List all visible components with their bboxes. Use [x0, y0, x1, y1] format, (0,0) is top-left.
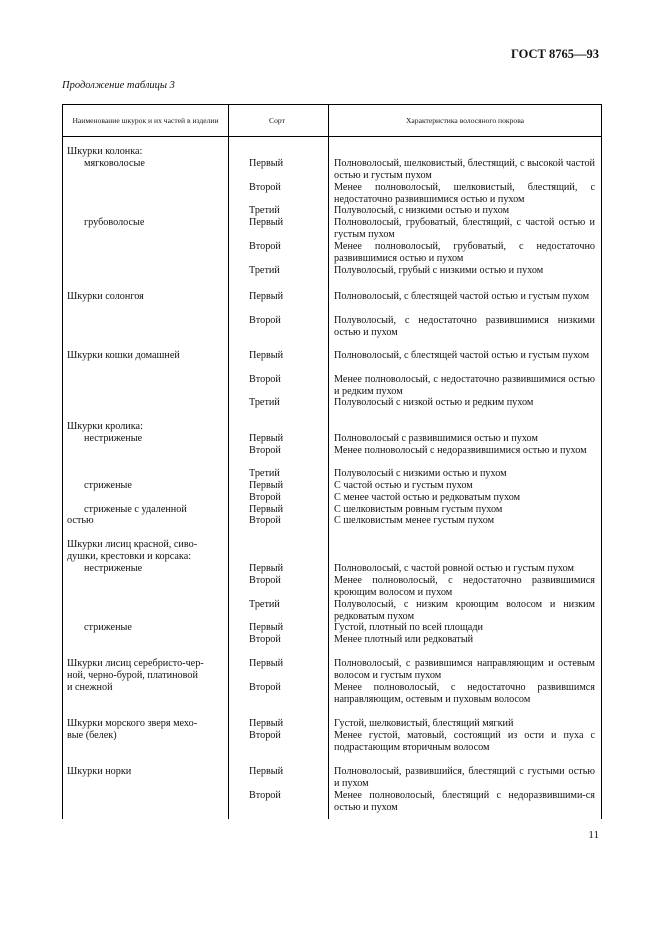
description-cell: Полноволосый, с блестящей частой остью и густым пухом	[334, 291, 590, 302]
description-cell: Густой, плотный по всей площади	[334, 622, 483, 633]
description-cell: Менее полноволосый, с недостаточно развившимися кроющим волосом и пухом	[334, 575, 595, 598]
item-subname: мягковолосые	[84, 158, 145, 169]
description-cell: Полуволосый с низкими остью и пухом	[334, 468, 507, 479]
description-cell: Полуволосый с низкой остью и редким пухом	[334, 397, 534, 408]
table-continuation-caption: Продолжение таблицы 3	[62, 80, 175, 91]
item-name: Шкурки колонка:	[67, 146, 143, 157]
grade-cell: Второй	[249, 790, 281, 801]
description-cell: С менее частой остью и редковатым пухом	[334, 492, 521, 503]
item-subname: нестриженые	[84, 563, 143, 574]
grade-cell: Второй	[249, 374, 281, 385]
description-cell: Менее полноволосый, с недостаточно развившимися остью и редким пухом	[334, 374, 595, 397]
grade-cell: Третий	[249, 397, 280, 408]
description-cell: Полуволосый, с недостаточно развившимися низкими остью и пухом	[334, 315, 595, 338]
data-table	[62, 104, 602, 819]
description-cell: Менее полноволосый с недоразвившимися остью и пухом	[334, 445, 587, 456]
grade-cell: Второй	[249, 241, 281, 252]
item-name: Шкурки кошки домашней	[67, 350, 180, 361]
description-cell: Полноволосый, с развившимся направляющим и остевым волосом и густым пухом	[334, 658, 595, 681]
grade-cell: Первый	[249, 291, 284, 302]
item-name: Шкурки норки	[67, 766, 132, 777]
description-cell: Полуволосый, с низкими остью и пухом	[334, 205, 510, 216]
description-cell: Полноволосый, развившийся, блестящий с густыми остью и пухом	[334, 766, 595, 789]
description-cell: Полноволосый с развившимися остью и пухом	[334, 433, 538, 444]
description-cell: С частой остью и густым пухом	[334, 480, 473, 491]
grade-cell: Первый	[249, 718, 284, 729]
item-subname: грубоволосые	[84, 217, 145, 228]
item-name: Шкурки лисиц серебристо-чер-	[67, 658, 204, 669]
column-divider	[328, 105, 329, 819]
item-name: Шкурки кролика:	[67, 421, 143, 432]
item-subname: стриженые с удаленной	[84, 504, 187, 515]
description-cell: Полноволосый, шелковистый, блестящий, с высокой частой остью и густым пухом	[334, 158, 595, 181]
description-cell: Полноволосый, грубоватый, блестящий, с частой остью и густым пухом	[334, 217, 595, 240]
document-code: ГОСТ 8765—93	[510, 47, 599, 61]
grade-cell: Второй	[249, 182, 281, 193]
column-header-description: Характеристика волосяного покрова	[405, 115, 525, 125]
grade-cell: Первый	[249, 350, 284, 361]
grade-cell: Третий	[249, 468, 280, 479]
grade-cell: Первый	[249, 658, 284, 669]
item-name: ной, черно-бурой, платиновой	[67, 670, 198, 681]
item-subname: стриженые	[84, 622, 132, 633]
description-cell: Менее полноволосый, блестящий с недоразвившими-ся остью и пухом	[334, 790, 595, 813]
item-subname: стриженые	[84, 480, 132, 491]
grade-cell: Второй	[249, 445, 281, 456]
grade-cell: Первый	[249, 217, 284, 228]
grade-cell: Первый	[249, 563, 284, 574]
grade-cell: Третий	[249, 599, 280, 610]
grade-cell: Второй	[249, 515, 281, 526]
grade-cell: Первый	[249, 480, 284, 491]
grade-cell: Первый	[249, 433, 284, 444]
item-name: душки, крестовки и корсака:	[67, 551, 192, 562]
item-name: и снежной	[67, 682, 113, 693]
grade-cell: Второй	[249, 315, 281, 326]
column-header-name: Наименование шкурок и их частей в изделии	[72, 115, 219, 125]
grade-cell: Второй	[249, 730, 281, 741]
description-cell: Менее плотный или редковатый	[334, 634, 474, 645]
grade-cell: Второй	[249, 575, 281, 586]
column-divider	[228, 105, 229, 819]
grade-cell: Третий	[249, 265, 280, 276]
grade-cell: Первый	[249, 622, 284, 633]
description-cell: Менее густой, матовый, состоящий из ости и пуха с подрастающим вторичным волосом	[334, 730, 595, 753]
description-cell: С шелковистым ровным густым пухом	[334, 504, 503, 515]
column-header-grade: Сорт	[269, 115, 285, 125]
item-name: Шкурки лисиц красной, сиво-	[67, 539, 198, 550]
table-header-row	[63, 105, 601, 137]
page-number: 11	[588, 829, 599, 841]
description-cell: Полуволосый, грубый с низкими остью и пухом	[334, 265, 544, 276]
description-cell: Менее полноволосый, шелковистый, блестящий, с недостаточно развившимися остью и пухом	[334, 182, 595, 205]
item-name: вые (белек)	[67, 730, 117, 741]
description-cell: С шелковистым менее густым пухом	[334, 515, 495, 526]
description-cell: Менее полноволосый, грубоватый, с недостаточно развившимися остью и пухом	[334, 241, 595, 264]
item-name: Шкурки морского зверя мехо-	[67, 718, 198, 729]
description-cell: Полуволосый, с низким кроющим волосом и низким редковатым пухом	[334, 599, 595, 622]
description-cell: Менее полноволосый, с недостаточно развившимся направляющим, остевым и пуховым волосом	[334, 682, 595, 705]
grade-cell: Первый	[249, 504, 284, 515]
grade-cell: Третий	[249, 205, 280, 216]
grade-cell: Первый	[249, 766, 284, 777]
item-subname: нестриженые	[84, 433, 143, 444]
item-name: Шкурки солонгоя	[67, 291, 144, 302]
description-cell: Густой, шелковистый, блестящий мягкий	[334, 718, 514, 729]
grade-cell: Второй	[249, 682, 281, 693]
grade-cell: Первый	[249, 158, 284, 169]
grade-cell: Второй	[249, 634, 281, 645]
item-subname: остью	[67, 515, 94, 526]
description-cell: Полноволосый, с частой ровной остью и густым пухом	[334, 563, 574, 574]
description-cell: Полноволосый, с блестящей частой остью и густым пухом	[334, 350, 590, 361]
grade-cell: Второй	[249, 492, 281, 503]
